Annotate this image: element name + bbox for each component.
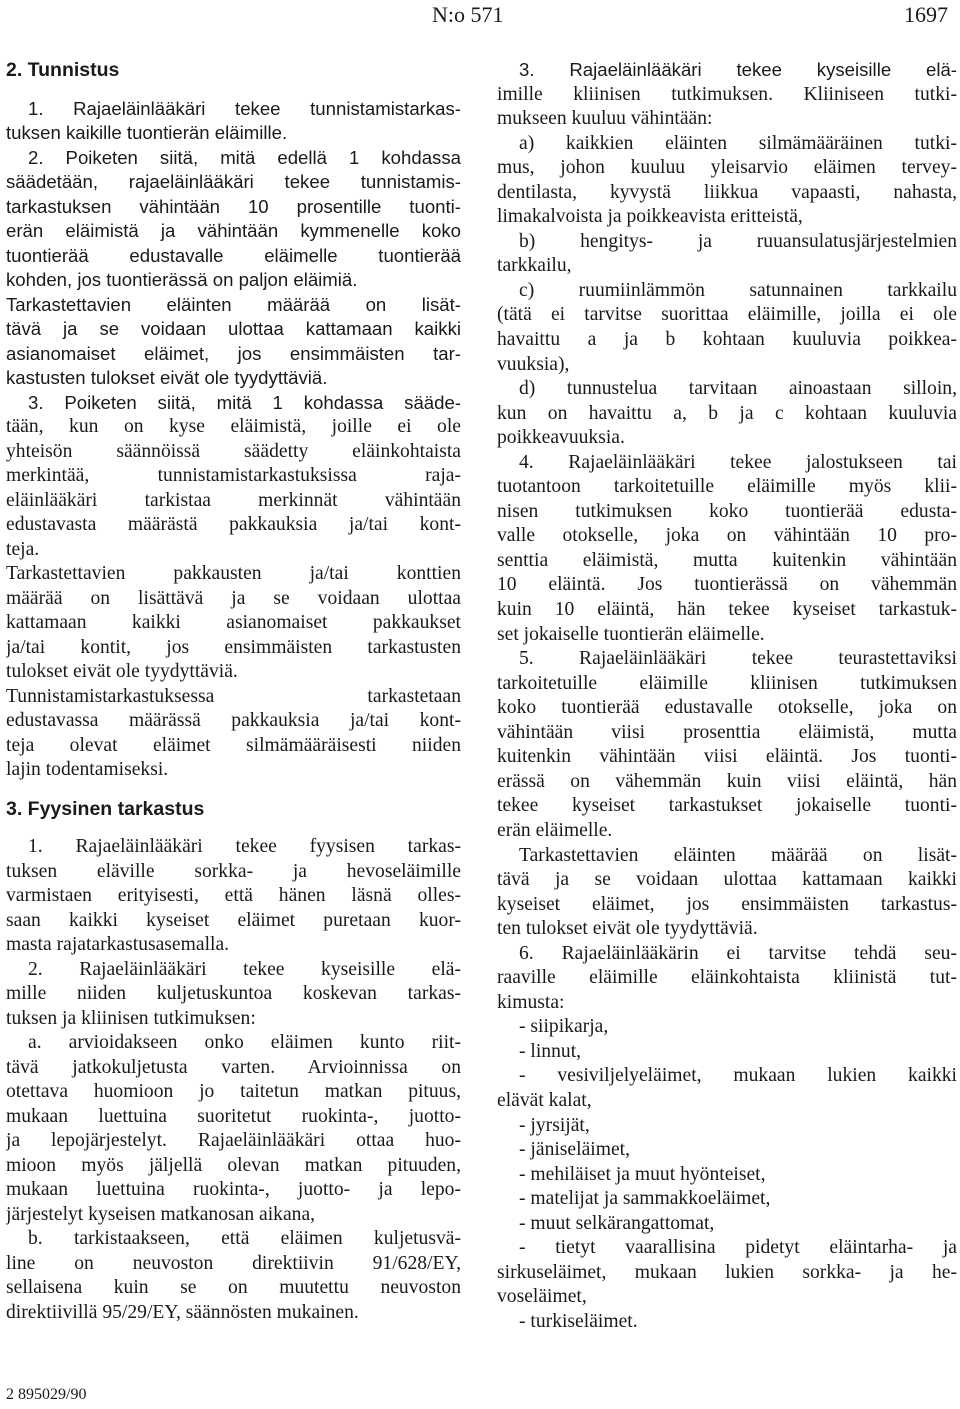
text-line: senttia eläimistä, mutta kuitenkin vähintään — [497, 549, 957, 571]
text-line: - siipikarja, — [519, 1016, 609, 1038]
text-line: mukaan luettuina suoritetut ruokinta-, juotto- — [6, 1105, 461, 1127]
text-line: mukseen kuuluu vähintään: — [497, 108, 713, 130]
text-line: tuotantoon tarkoitetuille eläimille myös klii- — [497, 476, 957, 498]
spacer — [6, 83, 461, 97]
text-line: voseläimet, — [497, 1286, 587, 1308]
text-line: Tarkastettavien eläinten määrää on lisät- — [519, 844, 957, 866]
text-line: 4. Rajaeläinlääkäri tekee jalostukseen tai — [519, 451, 957, 473]
text-line: Tarkastettavien eläinten määrää on lisät- — [6, 293, 461, 315]
text-line: vuuksia), — [497, 353, 570, 375]
text-line: 2. Rajaeläinlääkäri tekee kyseisille elä- — [28, 958, 461, 980]
footer-code: 2 895029/90 — [6, 1386, 87, 1403]
text-line: varmistaen erityisesti, että hänen läsnä olles- — [6, 885, 461, 906]
text-line: erän eläimelle. — [497, 819, 613, 841]
text-line: poikkeavuuksia. — [497, 427, 625, 449]
text-line: sirkuseläimet, mukaan lukien sorkka- ja he- — [497, 1261, 957, 1283]
text-line: tekee kyseiset tarkastukset jokaiselle tuonti- — [497, 795, 957, 817]
text-line: tarkastuksen vähintään 10 prosentille tuonti- — [6, 195, 461, 217]
text-line: tävä ja se voidaan ulottaa kattamaan kaikki — [6, 318, 461, 339]
text-line: tulokset eivät ole tyydyttäviä. — [6, 661, 238, 682]
text-line: eläinlääkäri tarkistaa merkinnät vähintään — [6, 489, 461, 511]
text-line: - vesiviljelyeläimet, mukaan lukien kaikki — [519, 1065, 957, 1087]
text-line: tään, kun on kyse eläimistä, joille ei ole — [6, 416, 461, 437]
text-line: 5. Rajaeläinlääkäri tekee teurastettaviksi — [519, 648, 957, 670]
text-line: edustavasta määrästä pakkauksia ja/tai kont- — [6, 514, 461, 535]
left-column — [6, 58, 461, 1325]
text-line: koko tuontierää edustavalle otokselle, joka on — [497, 697, 957, 719]
text-line: elävät kalat, — [497, 1089, 592, 1111]
text-line: määrää on lisättävä ja se voidaan ulottaa — [6, 587, 461, 609]
text-line: säädetään, rajaeläinlääkäri tekee tunnistamis- — [6, 171, 461, 192]
text-line: (tätä ei tarvitse suorittaa eläimille, joilla ei ole — [497, 304, 957, 326]
text-line: 1. Rajaeläinlääkäri tekee tunnistamistarkas- — [28, 97, 461, 119]
text-line: valle otokselle, joka on vähintään 10 pro- — [497, 525, 957, 547]
text-line: - tietyt vaarallisina pidetyt eläintarha- ja — [519, 1237, 957, 1259]
text-line: kyseiset eläimet, jos ensimmäisten tarkastus- — [497, 893, 957, 915]
text-line: yhteisön säännöissä säädetty eläinkohtaista — [6, 440, 461, 462]
text-line: direktiivillä 95/29/EY, säännösten mukainen. — [6, 1301, 359, 1323]
text-line: b) hengitys- ja ruuansulatusjärjestelmien — [519, 230, 957, 252]
text-line: mioon myös jäljellä olevan matkan pituuden, — [6, 1154, 461, 1176]
text-line: teja olevat eläimet silmämääräisesti niiden — [6, 734, 461, 756]
text-line: imille kliinisen tutkimuksen. Kliiniseen tutki- — [497, 83, 957, 105]
text-line: ja lepojärjestelyt. Rajaeläinlääkäri ottaa huo- — [6, 1130, 461, 1151]
text-line: kattamaan kaikki asianomaiset pakkaukset — [6, 612, 461, 633]
text-line: - turkiseläimet. — [519, 1310, 638, 1332]
text-line: tuksen kaikille tuontierän eläimille. — [6, 122, 288, 143]
text-line: mille niiden kuljetuskuntoa koskevan tarkas- — [6, 983, 461, 1004]
text-line: raaville eläimille eläinkohtaista kliinistä tut- — [497, 967, 957, 989]
text-line: kohden, jos tuontierässä on paljon eläimiä. — [6, 269, 358, 290]
page-header — [0, 2, 960, 32]
text-line: Tunnistamistarkastuksessa tarkastetaan — [6, 685, 461, 707]
text-line: b. tarkistaakseen, että eläimen kuljetusvä- — [28, 1228, 461, 1249]
text-line: 2. Poiketen siitä, mitä edellä 1 kohdassa — [28, 146, 461, 168]
text-line: teja. — [6, 538, 40, 560]
text-line: masta rajatarkastusasemalla. — [6, 934, 230, 955]
text-line: tarkkailu, — [497, 255, 572, 277]
right-column — [497, 58, 957, 1334]
text-line: 3. Rajaeläinlääkäri tekee kyseisille elä- — [519, 59, 957, 80]
text-line: a. arvioidakseen onko eläimen kunto riit- — [28, 1032, 461, 1053]
text-line: - mehiläiset ja muut hyönteiset, — [519, 1163, 766, 1185]
text-line: limakalvoista ja poikkeavista eritteistä, — [497, 206, 803, 228]
text-line: tuksen eläville sorkka- ja hevoseläimille — [6, 860, 461, 882]
text-line: erässä on vähemmän kuin viisi eläintä, hän — [497, 770, 957, 792]
text-line: tävä ja se voidaan ulottaa kattamaan kaikki — [497, 869, 957, 891]
issue-number: N:o 571 — [432, 2, 504, 27]
text-line: - muut selkärangattomat, — [519, 1212, 715, 1234]
text-line: 6. Rajaeläinlääkärin ei tarvitse tehdä seu- — [519, 942, 957, 964]
text-line: - linnut, — [519, 1040, 582, 1062]
text-line: mukaan luettuina ruokinta-, juotto- ja lepo- — [6, 1179, 461, 1200]
section-heading: 3. Fyysinen tarkastus — [6, 797, 205, 820]
text-line: edustavassa määrässä pakkauksia ja/tai kont- — [6, 710, 461, 731]
text-line: mus, johon kuuluu yleisarvio eläimen tervey- — [497, 157, 957, 179]
text-line: set jokaiselle tuontierän eläimelle. — [497, 623, 765, 645]
text-line: lajin todentamiseksi. — [6, 759, 169, 780]
spacer — [6, 783, 461, 797]
text-line: nisen tutkimuksen koko tuontierää edusta- — [497, 500, 957, 522]
text-line: ten tulokset eivät ole tyydyttäviä. — [497, 918, 758, 940]
text-line: c) ruumiinlämmön satunnainen tarkkailu — [519, 279, 957, 301]
text-line: erän eläimistä ja vähintään kymmenelle koko — [6, 220, 461, 241]
text-line: tävä jatkokuljetusta varten. Arvioinnissa on — [6, 1056, 461, 1078]
text-line: sellaisena kuin se on muutettu neuvoston — [6, 1277, 461, 1298]
text-line: line on neuvoston direktiivin 91/628/EY, — [6, 1252, 461, 1274]
text-line: kimusta: — [497, 991, 565, 1013]
text-line: kun on havaittu a, b ja c kohtaan kuuluvia — [497, 402, 957, 424]
text-line: 10 eläintä. Jos tuontierässä on vähemmän — [497, 574, 957, 596]
text-line: merkintää, tunnistamistarkastuksissa raja- — [6, 465, 461, 486]
text-line: - jyrsijät, — [519, 1114, 590, 1136]
text-line: tuontierää edustavalle eläimelle tuontierää — [6, 244, 461, 266]
spacer — [6, 821, 461, 835]
section-heading: 2. Tunnistus — [6, 59, 120, 81]
text-line: d) tunnustelua tarvitaan ainoastaan silloin, — [519, 378, 957, 400]
text-line: järjestelyt kyseisen matkanosan aikana, — [6, 1203, 316, 1225]
text-line: - jäniseläimet, — [519, 1139, 630, 1161]
text-line: otettava huomioon jo taitetun matkan pituus, — [6, 1081, 461, 1102]
text-line: saan kaikki kyseiset eläimet puretaan kuor- — [6, 909, 461, 931]
text-line: kuitenkin vähintään viisi eläintä. Jos tuonti- — [497, 746, 957, 768]
text-line: vähintään viisi prosenttia eläimistä, mutta — [497, 721, 957, 743]
text-line: a) kaikkien eläinten silmämääräinen tutki- — [519, 132, 957, 154]
text-line: kuin 10 eläintä, hän tekee kyseiset tarkastuk- — [497, 599, 957, 621]
text-line: Tarkastettavien pakkausten ja/tai konttien — [6, 563, 461, 584]
text-line: asianomaiset eläimet, jos ensimmäisten tar- — [6, 342, 461, 364]
text-line: tarkoitetuille eläimille kliinisen tutkimuksen — [497, 672, 957, 694]
text-line: tuksen ja kliinisen tutkimuksen: — [6, 1007, 256, 1029]
text-line: - matelijat ja sammakkoeläimet, — [519, 1188, 771, 1210]
text-line: havaittu a ja b kohtaan kuuluvia poikkea- — [497, 329, 957, 351]
text-line: 1. Rajaeläinlääkäri tekee fyysisen tarkas- — [28, 836, 461, 857]
page-number: 1697 — [904, 2, 948, 27]
text-line: kastusten tulokset eivät ole tyydyttäviä. — [6, 367, 328, 388]
text-line: ja/tai kontit, jos ensimmäisten tarkastusten — [6, 636, 461, 658]
text-line: dentilasta, kyvystä liikkua vapaasti, nahasta, — [497, 181, 957, 203]
text-line: 3. Poiketen siitä, mitä 1 kohdassa sääde- — [28, 391, 461, 413]
